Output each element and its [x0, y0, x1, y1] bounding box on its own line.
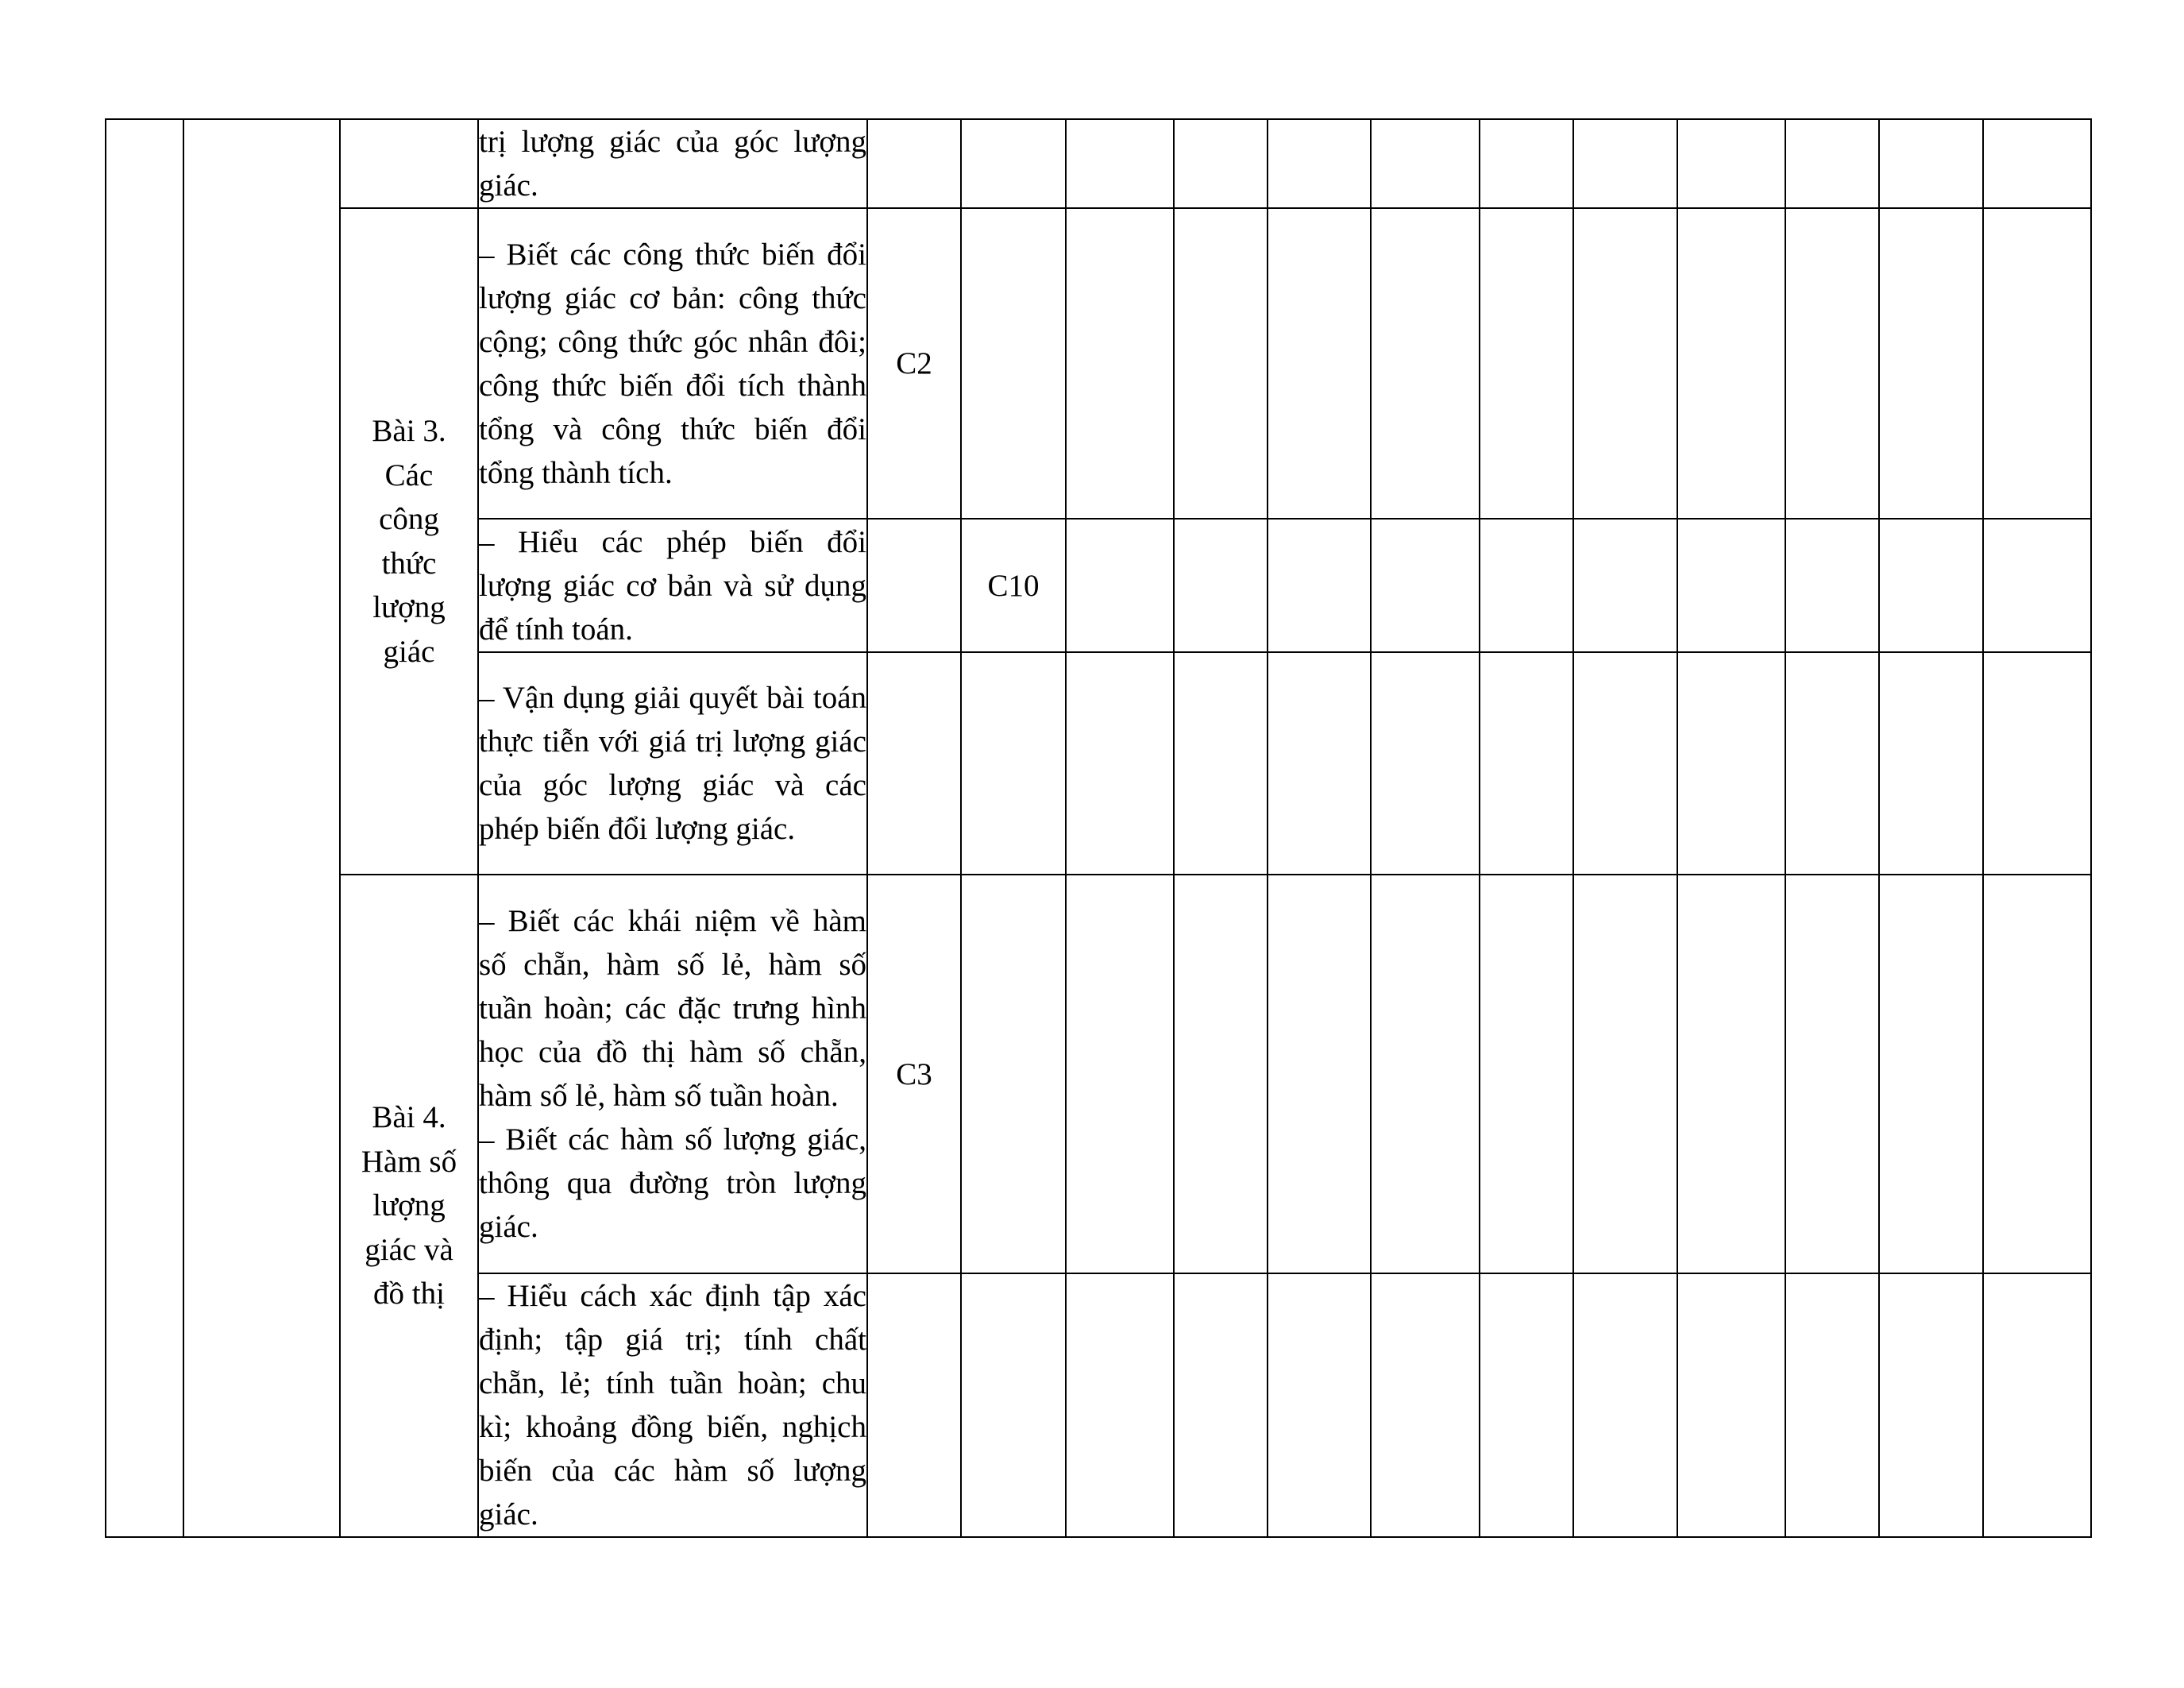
- lesson-cell-bai4: Bài 4. Hàm số lượng giác và đồ thị: [340, 875, 478, 1537]
- requirement-cell: – Hiểu cách xác định tập xác định; tập giá trị; tính chất chẵn, lẻ; tính tuần hoàn; chu kì; khoảng đồng biến, nghịch biến của các hàm số lượng giác.: [478, 1273, 867, 1537]
- table-row: [106, 119, 2091, 208]
- requirement-cell: – Hiểu các phép biến đổi lượng giác cơ bản và sử dụng để tính toán.: [478, 519, 867, 652]
- nb-cell: [867, 119, 961, 208]
- nb-cell: [867, 652, 961, 875]
- nb-cell: C3: [867, 875, 961, 1273]
- nb-cell: [867, 1273, 961, 1537]
- requirement-cell: – Biết các công thức biến đổi lượng giác cơ bản: công thức cộng; công thức góc nhân đôi; công thức biến đổi tích thành tổng và công thức biến đổi tổng thành tích.: [478, 208, 867, 519]
- col-stt-cell: [106, 119, 183, 1537]
- requirement-cell: – Vận dụng giải quyết bài toán thực tiễn với giá trị lượng giác của góc lượng giác và các phép biến đổi lượng giác.: [478, 652, 867, 875]
- requirement-cell: trị lượng giác của góc lượng giác.: [478, 119, 867, 208]
- th-cell: C10: [961, 519, 1066, 652]
- th-cell: [961, 652, 1066, 875]
- th-cell: [961, 875, 1066, 1273]
- nb-cell: [867, 519, 961, 652]
- th-cell: [961, 1273, 1066, 1537]
- assessment-matrix-table: [105, 118, 2092, 1538]
- th-cell: [961, 208, 1066, 519]
- lesson-cell-continued: [340, 119, 478, 208]
- col-chapter-cell: [183, 119, 340, 1537]
- requirement-cell: – Biết các khái niệm về hàm số chẵn, hàm số lẻ, hàm số tuần hoàn; các đặc trưng hình học của đồ thị hàm số chẵn, hàm số lẻ, hàm số tuần hoàn. – Biết các hàm số lượng giác, thông qua đường tròn lượng giác.: [478, 875, 867, 1273]
- nb-cell: C2: [867, 208, 961, 519]
- table-row: [106, 208, 2091, 519]
- th-cell: [961, 119, 1066, 208]
- lesson-cell-bai3: Bài 3. Các công thức lượng giác: [340, 208, 478, 875]
- table-row: [106, 875, 2091, 1273]
